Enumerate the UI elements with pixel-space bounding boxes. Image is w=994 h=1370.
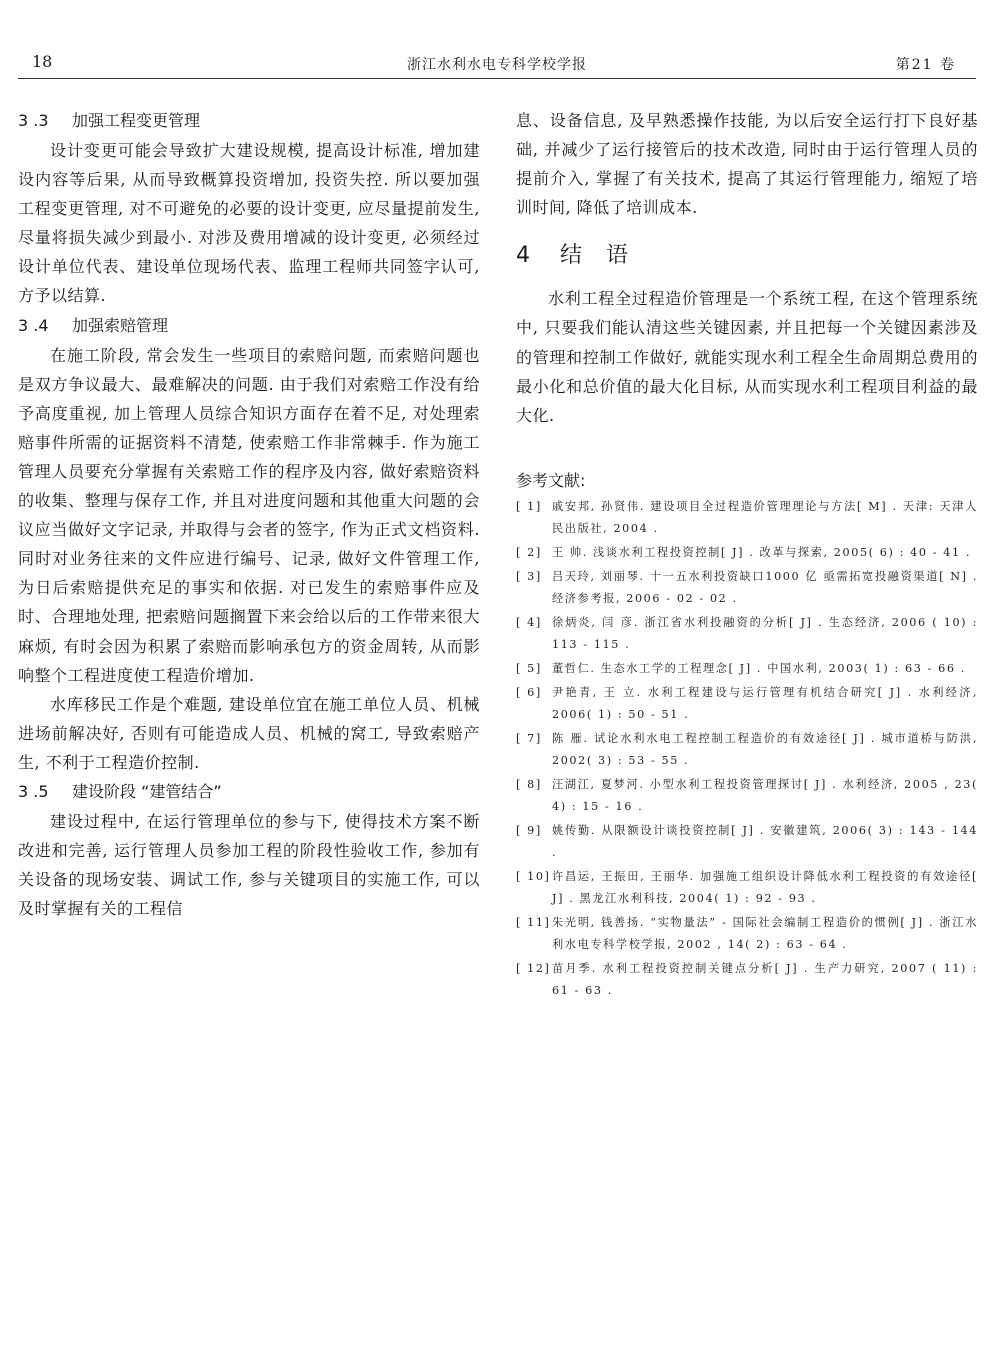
section-4-body bbox=[516, 284, 978, 429]
reference-text: 徐炳炎, 闫 彦. 浙江省水利投融资的分析[ J] . 生态经济, 2006 ( 10) : 113 - 115 . bbox=[552, 615, 978, 651]
reference-text: 吕天玲, 刘丽琴. 十一五水利投资缺口1000 亿 亟需拓宽投融资渠道[ N] . 经济参考报, 2006 - 02 - 02 . bbox=[552, 569, 978, 605]
page-number: 18 bbox=[32, 52, 53, 71]
section-title: 结语 bbox=[560, 243, 653, 269]
header-rule bbox=[18, 78, 976, 79]
paragraph: 在施工阶段, 常会发生一些项目的索赔问题, 而索赔问题也是双方争议最大、最难解决的问题. 由于我们对索赔工作没有给予高度重视, 加上管理人员综合知识方面存在着不足, 对处理索赔事件所需的证据资料不清楚, 使索赔工作非常棘手. 作为施工管理人员要充分掌握有关索赔工作的程序及内容, 做好索赔资料的收集、整理与保存工作, 并且对进度问题和其他重大问题的会议应当做好文字记录, 并取得与会者的签字, 作为正式文档资料. 同时对业务往来的文件应进行编号、记录, 做好文件管理工作, 为日后索赔提供充足的事实和依据. 对已发生的索赔事件应及时、合理地处理, 把索赔问题搁置下来会给以后的工作带来很大麻烦, 有时会因为积累了索赔而影响承包方的资金周转, 从而影响整个工程进度使工程造价增加. bbox=[18, 345, 480, 685]
running-header bbox=[18, 52, 976, 78]
reference-number: [ 3] bbox=[516, 569, 542, 583]
reference-item bbox=[516, 728, 978, 772]
section-4-heading bbox=[516, 228, 978, 284]
reference-item bbox=[516, 774, 978, 818]
references-heading: 参考文献: bbox=[516, 470, 586, 490]
section-3-4-body bbox=[18, 341, 480, 777]
reference-text: 姚传勤. 从限额设计谈投资控制[ J] . 安徽建筑, 2006( 3) : 143 - 144 . bbox=[552, 823, 978, 859]
reference-number: [ 1] bbox=[516, 499, 542, 513]
reference-text: 董哲仁. 生态水工学的工程理念[ J] . 中国水利, 2003( 1) : 63 - 66 . bbox=[552, 661, 966, 675]
reference-item bbox=[516, 820, 978, 864]
continued-text bbox=[516, 106, 978, 222]
reference-text: 尹艳青, 王 立. 水利工程建设与运行管理有机结合研究[ J] . 水利经济, 2006( 1) : 50 - 51 . bbox=[552, 685, 978, 721]
reference-text: 许昌运, 王振田, 王丽华. 加强施工组织设计降低水利工程投资的有效途径[ J] . 黑龙江水利科技, 2004( 1) : 92 - 93 . bbox=[552, 869, 978, 905]
reference-text: 汪湖江, 夏梦河. 小型水利工程投资管理探讨[ J] . 水利经济, 2005 , 23( 4) : 15 - 16 . bbox=[552, 777, 978, 813]
reference-item bbox=[516, 612, 978, 656]
reference-text: 戚安邦, 孙贤伟. 建设项目全过程造价管理理论与方法[ M] . 天津: 天津人民出版社, 2004 . bbox=[552, 499, 978, 535]
reference-number: [ 5] bbox=[516, 661, 542, 675]
paragraph: 建设过程中, 在运行管理单位的参与下, 使得技术方案不断改进和完善, 运行管理人员参加工程的阶段性验收工作, 参加有关设备的现场安装、调试工作, 参与关键项目的实施工作, 可以及时掌握有关的工程信 bbox=[18, 811, 480, 919]
reference-item bbox=[516, 866, 978, 910]
section-number: 3 .3 bbox=[18, 111, 49, 130]
paragraph: 息、设备信息, 及早熟悉操作技能, 为以后安全运行打下良好基础, 并减少了运行接管后的技术改造, 同时由于运行管理人员的提前介入, 掌握了有关技术, 提高了其运行管理能力, 缩短了培训时间, 降低了培训成本. bbox=[516, 111, 978, 218]
reference-number: [ 2] bbox=[516, 545, 542, 559]
reference-item bbox=[516, 496, 978, 540]
volume-label: 第21 卷 bbox=[895, 57, 956, 73]
reference-item bbox=[516, 958, 978, 1002]
reference-item bbox=[516, 912, 978, 956]
right-column bbox=[516, 106, 978, 1004]
reference-number: [ 4] bbox=[516, 615, 542, 629]
paragraph: 水库移民工作是个难题, 建设单位宜在施工单位人员、机械进场前解决好, 否则有可能造成人员、机械的窝工, 导致索赔产生, 不利于工程造价控制. bbox=[18, 694, 480, 772]
reference-number: [ 10] bbox=[516, 869, 551, 883]
paragraph: 水利工程全过程造价管理是一个系统工程, 在这个管理系统中, 只要我们能认清这些关键因素, 并且把每一个关键因素涉及的管理和控制工作做好, 就能实现水利工程全生命周期总费用的最小化和总价值的最大化目标, 从而实现水利工程项目利益的最大化. bbox=[516, 289, 978, 425]
reference-item bbox=[516, 658, 978, 680]
reference-item bbox=[516, 682, 978, 726]
section-3-5-body bbox=[18, 807, 480, 923]
section-title: 建设阶段 “建管结合” bbox=[72, 781, 222, 801]
section-title: 加强工程变更管理 bbox=[72, 111, 201, 130]
reference-number: [ 9] bbox=[516, 823, 542, 837]
reference-number: [ 6] bbox=[516, 685, 542, 699]
section-title: 加强索赔管理 bbox=[72, 315, 169, 335]
reference-item bbox=[516, 566, 978, 610]
reference-item bbox=[516, 542, 978, 564]
reference-text: 陈 雁. 试论水利水电工程控制工程造价的有效途径[ J] . 城市道桥与防洪, 2002( 3) : 53 - 55 . bbox=[552, 731, 978, 767]
section-3-3-heading bbox=[18, 106, 480, 136]
reference-text: 王 帅. 浅谈水利工程投资控制[ J] . 改革与探索, 2005( 6) : 40 - 41 . bbox=[552, 545, 972, 559]
reference-number: [ 12] bbox=[516, 961, 551, 975]
paragraph: 设计变更可能会导致扩大建设规模, 提高设计标准, 增加建设内容等后果, 从而导致概算投资增加, 投资失控. 所以要加强工程变更管理, 对不可避免的必要的设计变更, 应尽量提前发生, 尽量将损失减少到最小. 对涉及费用增减的设计变更, 必须经过设计单位代表、建设单位现场代表、监理工程师共同签字认可, 方予以结算. bbox=[18, 141, 480, 306]
left-column bbox=[18, 106, 480, 923]
reference-text: 朱光明, 钱善扬. “实物量法” - 国际社会编制工程造价的惯例[ J] . 浙江水利水电专科学校学报, 2002 , 14( 2) : 63 - 64 . bbox=[552, 915, 978, 951]
reference-text: 苗月季. 水利工程投资控制关键点分析[ J] . 生产力研究, 2007 ( 11) : 61 - 63 . bbox=[552, 961, 978, 997]
section-number: 3 .5 bbox=[18, 781, 49, 801]
section-3-5-heading bbox=[18, 777, 480, 807]
section-number: 3 .4 bbox=[18, 315, 49, 335]
reference-number: [ 7] bbox=[516, 731, 542, 745]
reference-number: [ 8] bbox=[516, 777, 542, 791]
section-3-4-heading bbox=[18, 311, 480, 341]
reference-number: [ 11] bbox=[516, 915, 551, 929]
reference-list bbox=[516, 496, 978, 1002]
section-3-3-body bbox=[18, 136, 480, 311]
section-number: 4 bbox=[516, 243, 530, 269]
journal-title: 浙江水利水电专科学校学报 bbox=[407, 57, 587, 73]
